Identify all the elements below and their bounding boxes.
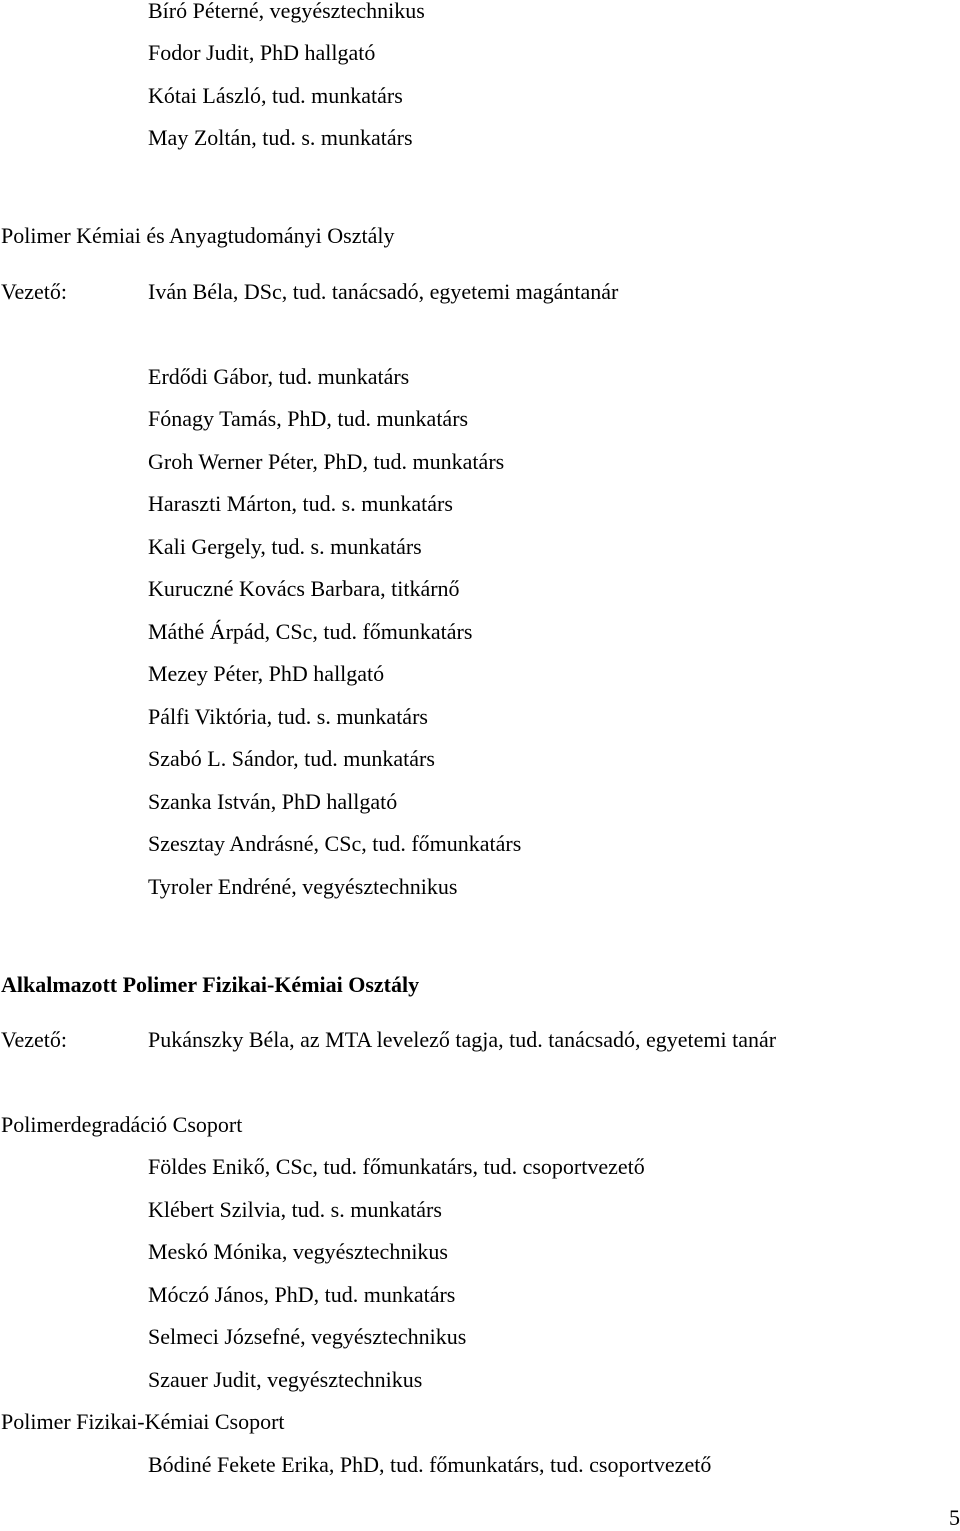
member-line: Móczó János, PhD, tud. munkatárs	[148, 1282, 456, 1307]
group-title: Polimer Fizikai-Kémiai Csoport	[1, 1409, 285, 1434]
member-line: Meskó Mónika, vegyésztechnikus	[148, 1239, 448, 1264]
member-line: Szauer Judit, vegyésztechnikus	[148, 1367, 423, 1392]
department-title: Polimer Kémiai és Anyagtudományi Osztály	[1, 223, 395, 248]
member-line: Tyroler Endréné, vegyésztechnikus	[148, 874, 458, 899]
member-line: Selmeci Józsefné, vegyésztechnikus	[148, 1324, 467, 1349]
department-title: Alkalmazott Polimer Fizikai-Kémiai Osztály	[1, 972, 420, 997]
page-number: 5	[949, 1505, 960, 1530]
member-line: Máthé Árpád, CSc, tud. főmunkatárs	[148, 619, 473, 644]
member-line: Szesztay Andrásné, CSc, tud. főmunkatárs	[148, 831, 522, 856]
member-line: Szanka István, PhD hallgató	[148, 789, 398, 814]
member-line: Erdődi Gábor, tud. munkatárs	[148, 364, 410, 389]
member-line: Kótai László, tud. munkatárs	[148, 83, 403, 108]
member-line: Klébert Szilvia, tud. s. munkatárs	[148, 1197, 442, 1222]
member-line: Pálfi Viktória, tud. s. munkatárs	[148, 704, 428, 729]
department-leader: Pukánszky Béla, az MTA levelező tagja, tud. tanácsadó, egyetemi tanár	[148, 1027, 777, 1052]
member-line: May Zoltán, tud. s. munkatárs	[148, 125, 413, 150]
department-leader: Iván Béla, DSc, tud. tanácsadó, egyetemi magántanár	[148, 279, 619, 304]
member-line: Mezey Péter, PhD hallgató	[148, 661, 385, 686]
member-line: Kali Gergely, tud. s. munkatárs	[148, 534, 422, 559]
group-title: Polimerdegradáció Csoport	[1, 1112, 243, 1137]
member-line: Szabó L. Sándor, tud. munkatárs	[148, 746, 435, 771]
member-line: Fónagy Tamás, PhD, tud. munkatárs	[148, 406, 469, 431]
member-line: Kuruczné Kovács Barbara, titkárnő	[148, 576, 460, 601]
member-line: Bíró Péterné, vegyésztechnikus	[148, 0, 425, 23]
member-line: Fodor Judit, PhD hallgató	[148, 40, 376, 65]
member-line: Groh Werner Péter, PhD, tud. munkatárs	[148, 449, 505, 474]
member-line: Bódiné Fekete Erika, PhD, tud. főmunkatárs, tud. csoportvezető	[148, 1452, 712, 1477]
member-line: Földes Enikő, CSc, tud. főmunkatárs, tud. csoportvezető	[148, 1154, 645, 1179]
member-line: Haraszti Márton, tud. s. munkatárs	[148, 491, 453, 516]
leader-label: Vezető:	[1, 1027, 67, 1052]
leader-label: Vezető:	[1, 279, 67, 304]
